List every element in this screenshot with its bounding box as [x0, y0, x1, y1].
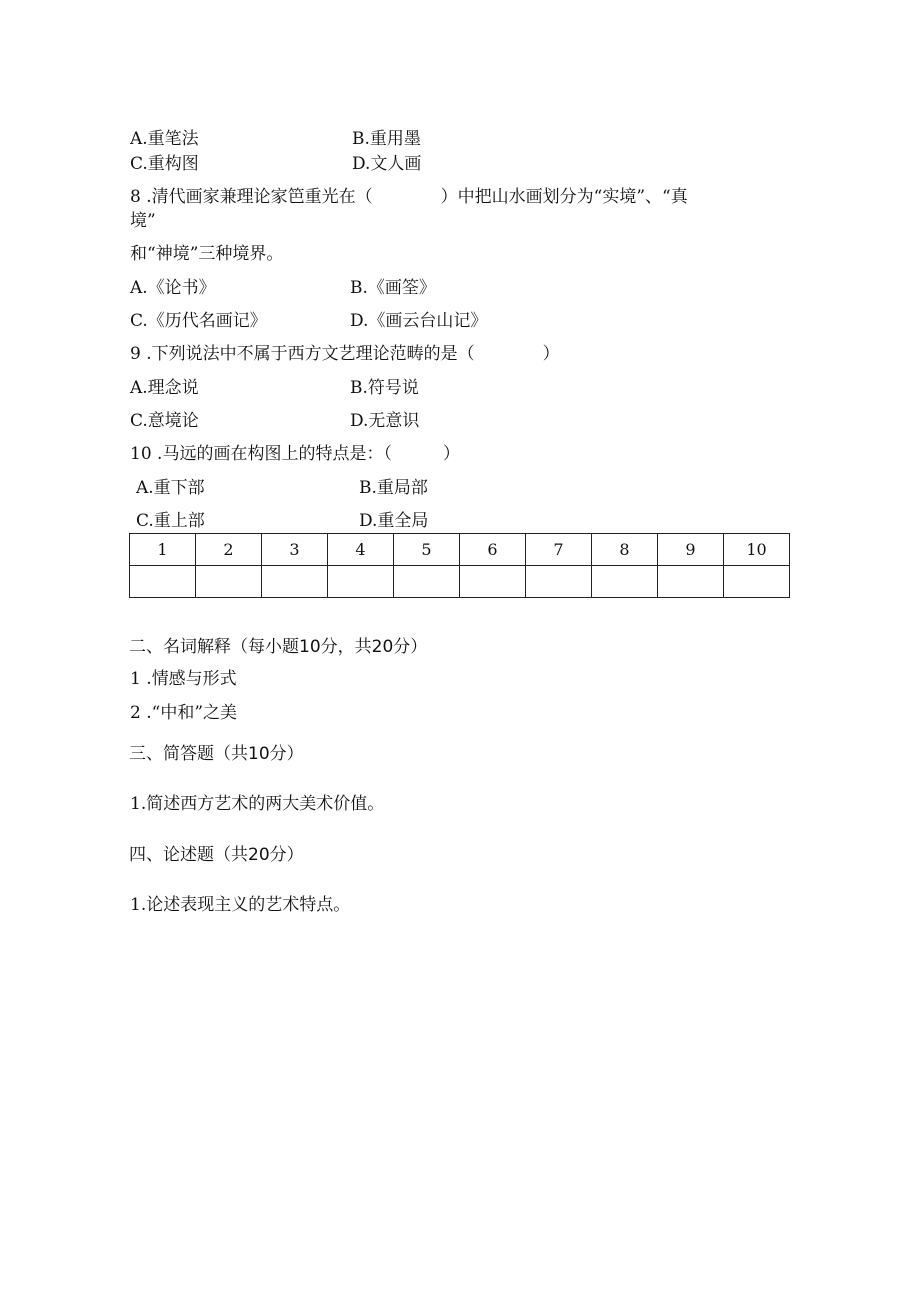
q7-option-d: D.文人画 — [352, 154, 422, 174]
answer-cell[interactable] — [130, 566, 196, 598]
answer-header-cell: 8 — [592, 534, 658, 566]
q10-stem: 10 .马远的画在构图上的特点是：（ ） — [130, 444, 460, 464]
q7-option-c: C.重构图 — [130, 154, 199, 174]
q9-option-c: C.意境论 — [130, 411, 199, 431]
answer-header-cell: 9 — [658, 534, 724, 566]
q8-stem-line3: 和“神境”三种境界。 — [130, 244, 284, 264]
answer-header-cell: 2 — [196, 534, 262, 566]
q7-option-a: A.重笔法 — [130, 129, 199, 149]
q9-option-b: B.符号说 — [350, 378, 419, 398]
section2-item-1: 1 .情感与形式 — [130, 669, 237, 689]
q9-option-d: D.无意识 — [350, 411, 420, 431]
answer-table-header-row — [130, 534, 790, 566]
answer-cell[interactable] — [526, 566, 592, 598]
section2-item-2: 2 .“中和”之美 — [130, 703, 238, 723]
q8-stem-line2: 境” — [130, 211, 156, 231]
q10-option-a: A.重下部 — [136, 478, 205, 498]
q8-option-a: A.《论书》 — [130, 278, 216, 298]
answer-header-cell: 5 — [394, 534, 460, 566]
q7-option-b: B.重用墨 — [352, 129, 421, 149]
answer-header-cell: 1 — [130, 534, 196, 566]
section3-title: 三、简答题（共10分） — [129, 744, 304, 764]
answer-cell[interactable] — [394, 566, 460, 598]
section4-title: 四、论述题（共20分） — [129, 845, 304, 865]
answer-cell[interactable] — [262, 566, 328, 598]
q8-option-d: D.《画云台山记》 — [350, 311, 488, 331]
q9-option-a: A.理念说 — [130, 378, 199, 398]
section3-item-1: 1.简述西方艺术的两大美术价值。 — [130, 794, 385, 814]
answer-cell[interactable] — [658, 566, 724, 598]
section2-title: 二、名词解释（每小题10分，共20分） — [129, 637, 428, 657]
answer-header-cell: 7 — [526, 534, 592, 566]
answer-header-cell: 3 — [262, 534, 328, 566]
q9-stem: 9 .下列说法中不属于西方文艺理论范畴的是（ ） — [130, 344, 560, 364]
q8-option-b: B.《画筌》 — [350, 278, 436, 298]
answer-cell[interactable] — [592, 566, 658, 598]
answer-cell[interactable] — [196, 566, 262, 598]
q10-option-d: D.重全局 — [359, 511, 429, 531]
answer-header-cell: 10 — [724, 534, 790, 566]
answer-cell[interactable] — [724, 566, 790, 598]
q10-option-b: B.重局部 — [359, 478, 428, 498]
answer-header-cell: 4 — [328, 534, 394, 566]
q8-option-c: C.《历代名画记》 — [130, 311, 267, 331]
answer-cell[interactable] — [328, 566, 394, 598]
answer-table-answer-row — [130, 566, 790, 598]
answer-header-cell: 6 — [460, 534, 526, 566]
q8-stem-line1: 8 .清代画家兼理论家笆重光在（ ）中把山水画划分为“实境”、“真 — [130, 187, 688, 207]
answer-cell[interactable] — [460, 566, 526, 598]
section4-item-1: 1.论述表现主义的艺术特点。 — [130, 895, 351, 915]
answer-table — [129, 533, 790, 598]
q10-option-c: C.重上部 — [136, 511, 205, 531]
